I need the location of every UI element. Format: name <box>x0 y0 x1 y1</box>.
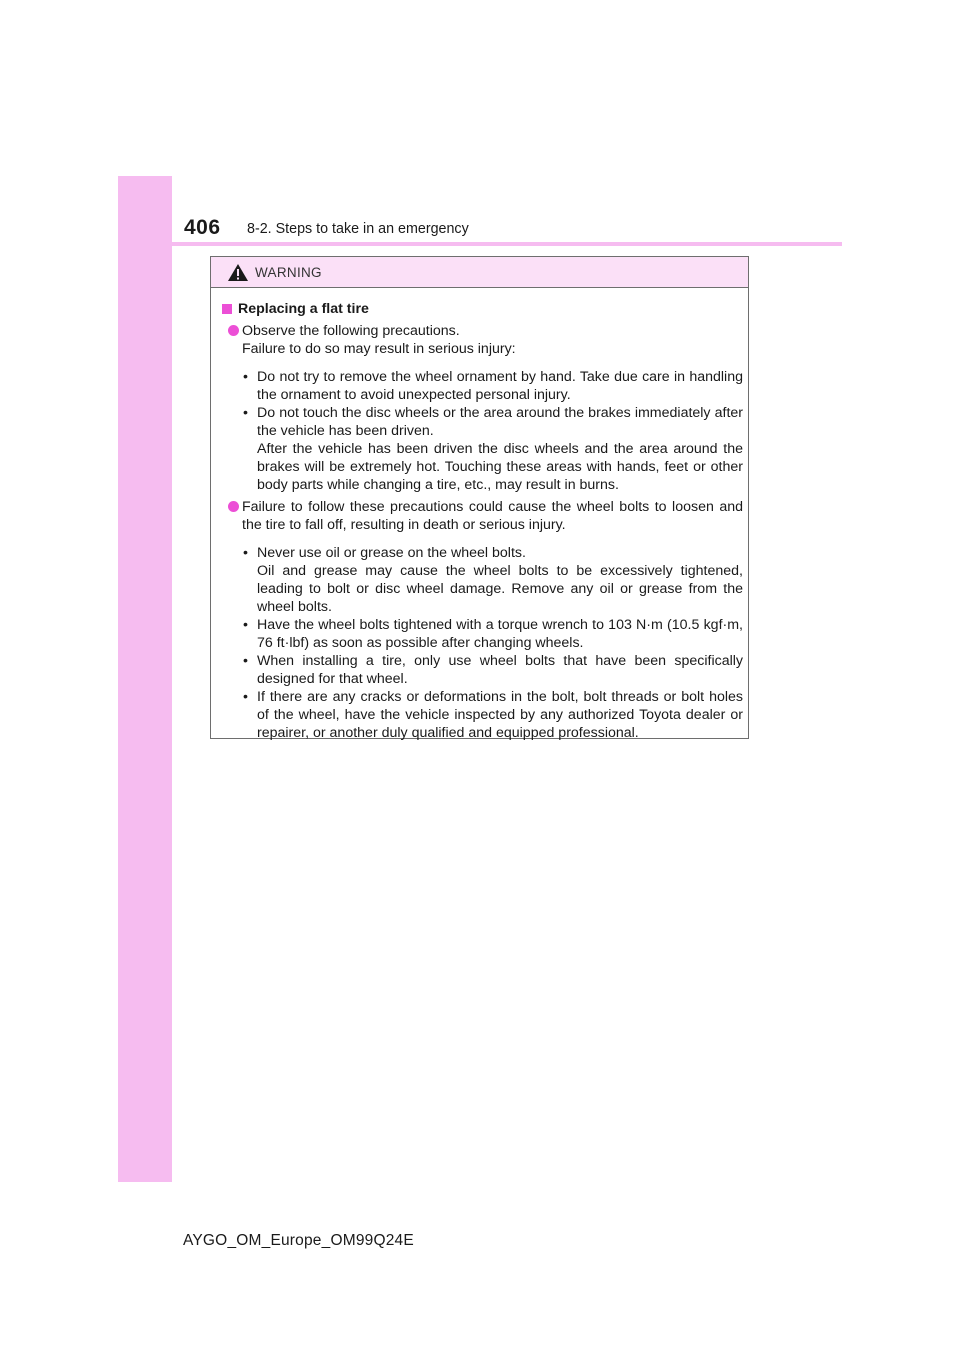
bullet-dot-icon: • <box>243 405 248 421</box>
bullet-dot-icon: • <box>243 617 248 633</box>
list-item-text: Never use oil or grease on the wheel bolts. Oil and grease may cause the wheel bolts to be excessively tightened, leading to bolt or disc wheel damage. Remove any oil or grease from the wheel bolts. <box>257 545 743 615</box>
list-item <box>242 688 743 742</box>
document-id: AYGO_OM_Europe_OM99Q24E <box>183 1232 414 1249</box>
precaution-point <box>221 322 743 358</box>
list-item <box>242 616 743 652</box>
bullet-dot-icon: • <box>243 653 248 669</box>
point-text: Failure to follow these precautions could cause the wheel bolts to loosen and the tire to fall off, resulting in death or serious injury. <box>242 499 743 533</box>
page-number: 406 <box>184 216 221 239</box>
bullet-dot-icon: • <box>243 545 248 561</box>
list-item-text: Do not try to remove the wheel ornament by hand. Take due care in handling the ornament to avoid unexpected personal injury. <box>257 369 743 403</box>
warning-triangle-icon <box>227 263 249 282</box>
sub-list <box>242 544 743 742</box>
list-item <box>242 404 743 494</box>
list-item-text: When installing a tire, only use wheel bolts that have been specifically designed for that wheel. <box>257 653 743 687</box>
list-item-text: If there are any cracks or deformations in the bolt, bolt threads or bolt holes of the wheel, have the vehicle inspected by any authorized Toyota dealer or repairer, or another duly qualified and equipped professional. <box>257 689 743 741</box>
list-item <box>242 652 743 688</box>
square-bullet-icon <box>222 304 232 314</box>
list-item <box>242 368 743 404</box>
warning-header <box>211 257 748 288</box>
circle-bullet-icon <box>228 501 239 512</box>
warning-box <box>210 256 749 739</box>
point-text: Failure to do so may result in serious injury: <box>242 341 516 357</box>
side-tab-band <box>118 176 172 1182</box>
bullet-dot-icon: • <box>243 369 248 385</box>
point-text: Observe the following precautions. <box>242 323 460 339</box>
sub-list <box>242 368 743 494</box>
section-title: 8-2. Steps to take in an emergency <box>247 221 469 237</box>
list-item-text: Have the wheel bolts tightened with a torque wrench to 103 N·m (10.5 kgf·m, 76 ft·lbf) as soon as possible after changing wheels. <box>257 617 743 651</box>
precaution-point <box>221 498 743 534</box>
warning-body <box>221 300 743 746</box>
list-item <box>242 544 743 616</box>
warning-label: WARNING <box>255 265 322 280</box>
bullet-dot-icon: • <box>243 689 248 705</box>
list-item-text: Do not touch the disc wheels or the area around the brakes immediately after the vehicle has been driven. After the vehicle has been driven the disc wheels and the area around the brakes will be extremely hot. Touching these areas with hands, feet or other body parts while changing a tire, etc., may result in burns. <box>257 405 743 493</box>
circle-bullet-icon <box>228 325 239 336</box>
warning-heading-text: Replacing a flat tire <box>238 301 369 317</box>
header-rule <box>118 242 842 246</box>
warning-heading <box>221 300 743 318</box>
